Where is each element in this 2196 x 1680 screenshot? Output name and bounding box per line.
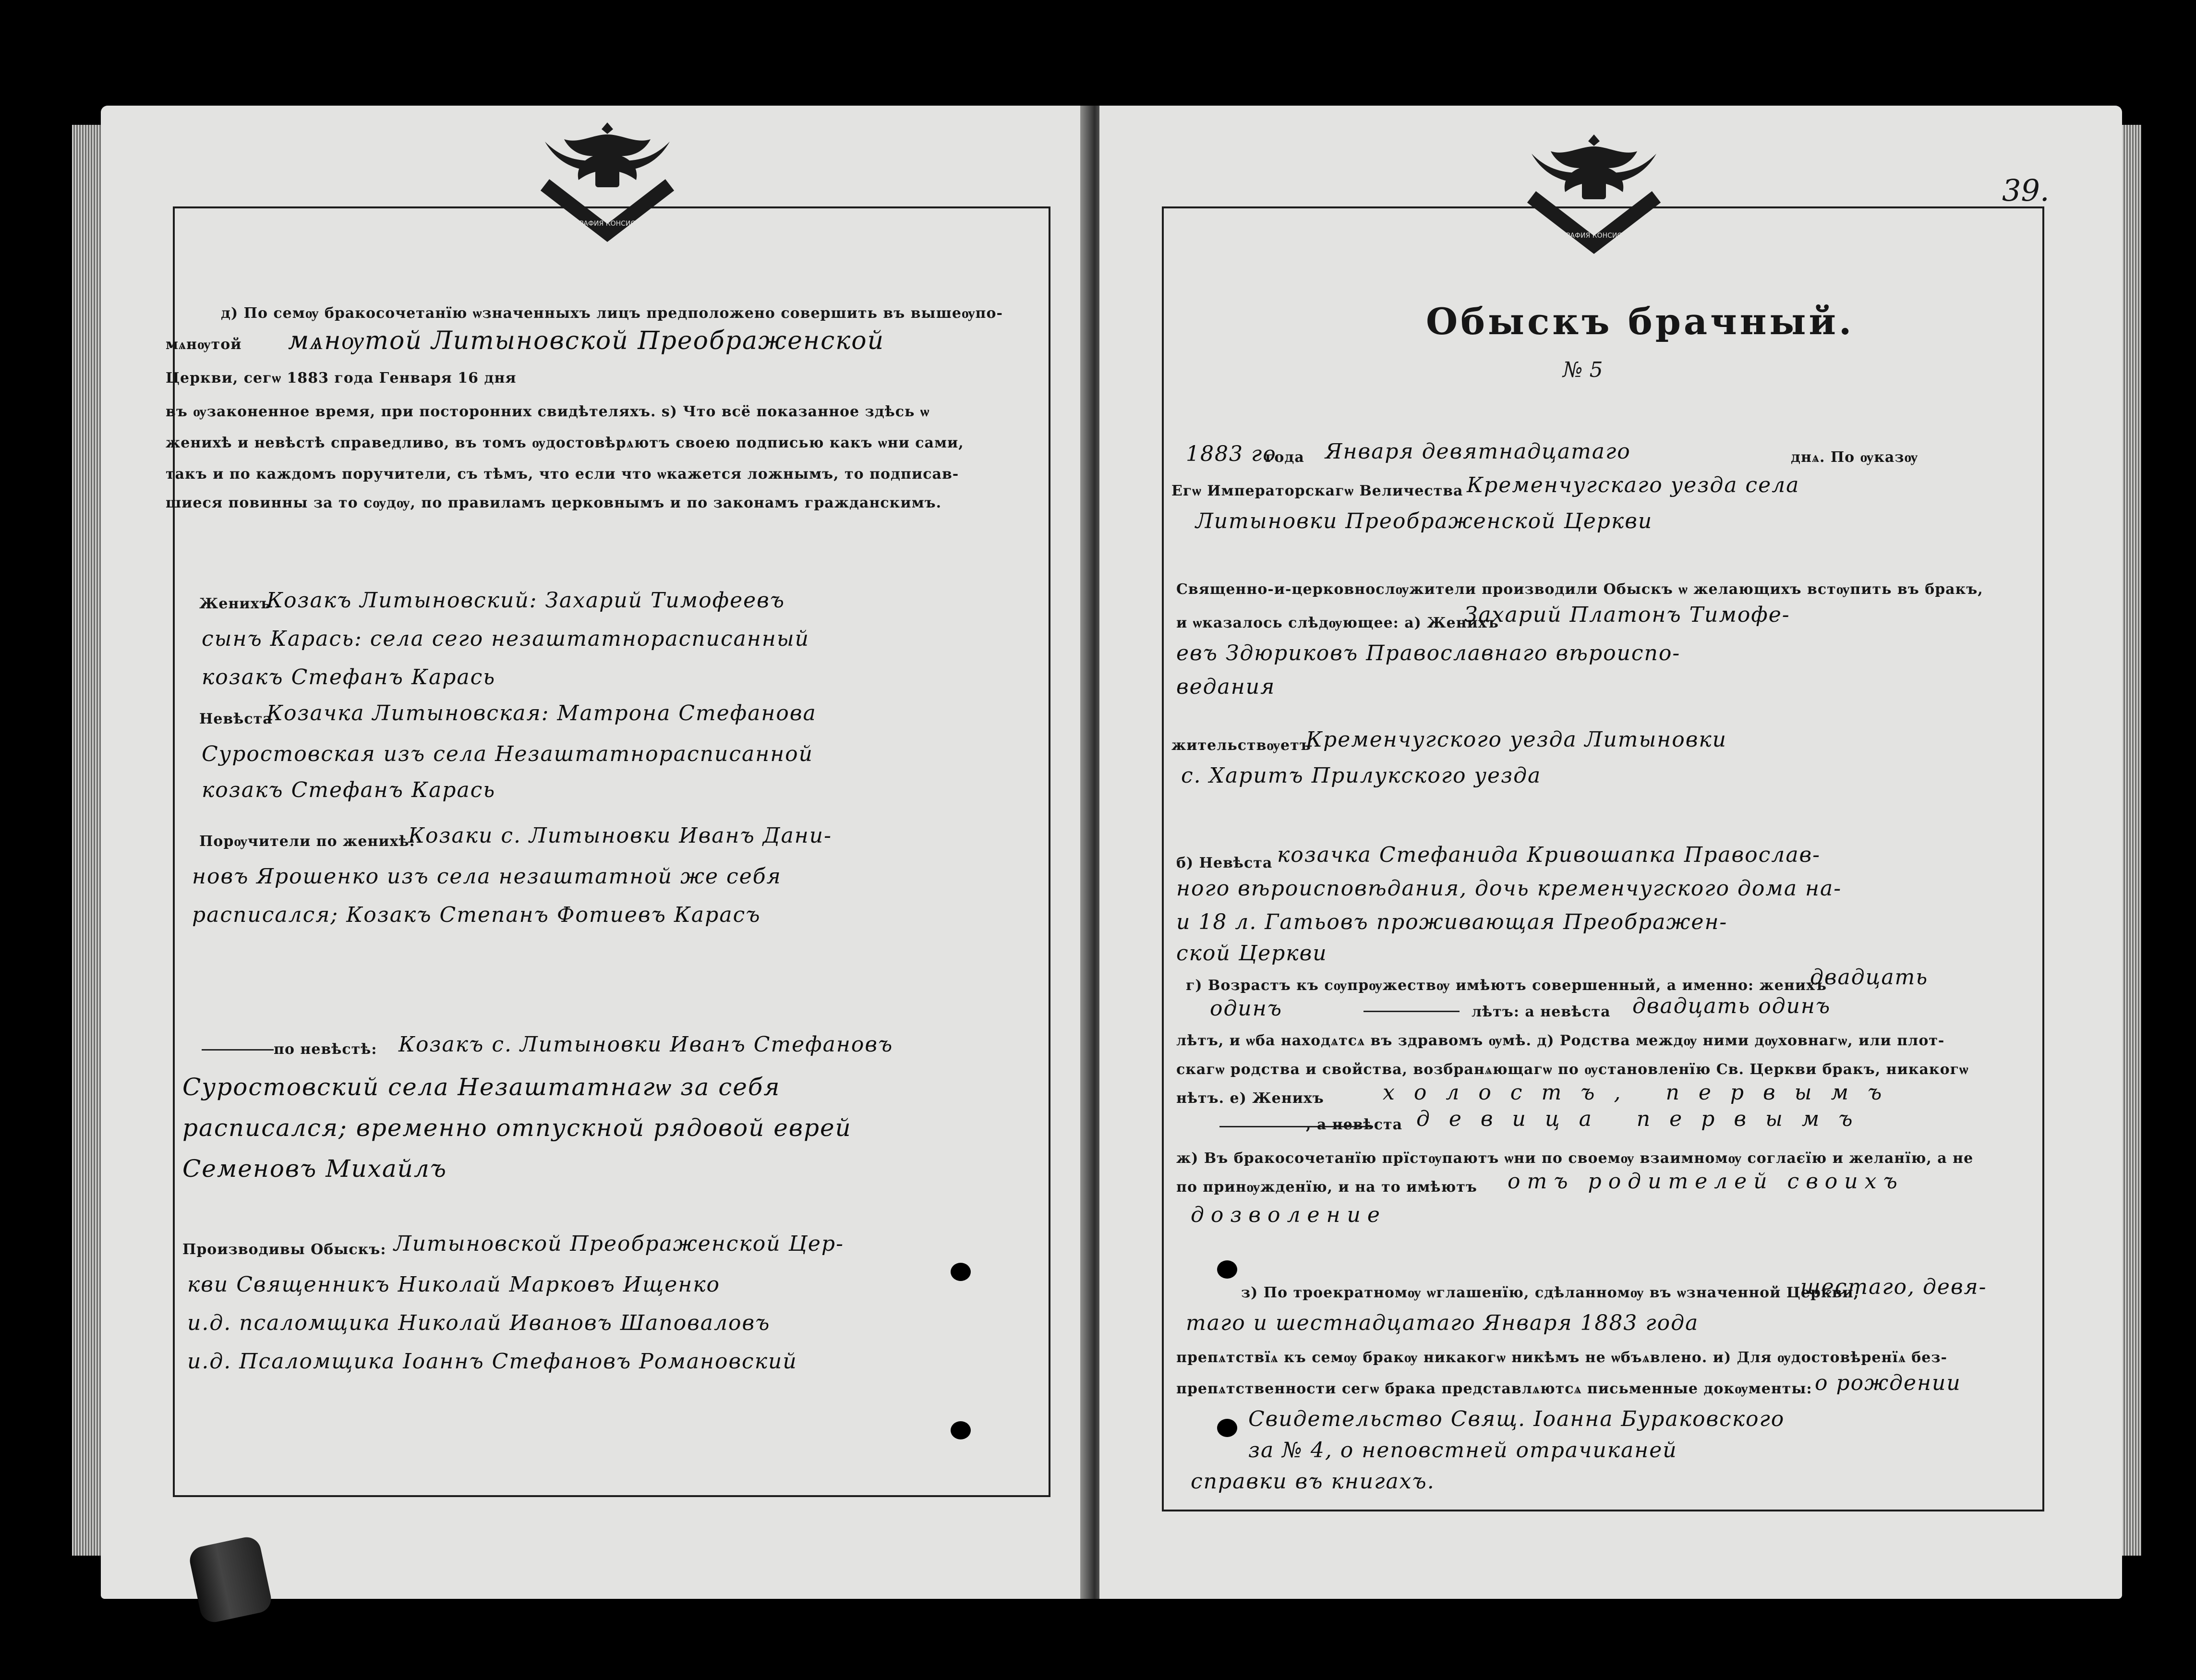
left-page-frame <box>173 206 1050 1497</box>
bride-label: Невѣста <box>199 711 273 727</box>
left-line-4: въ ѹзаконенное время, при посторонних свидѣтеляхъ. ѕ) Что всё показанное здѣсь ѡ <box>166 403 930 420</box>
parish-hand-1: Кременчугскаго уезда села <box>1467 473 1800 497</box>
docs-hand-3: справки въ книгахъ. <box>1191 1469 1435 1494</box>
bride-guarantors-text-1: Козакъ с. Литыновки Иванъ Стефановъ <box>398 1032 893 1057</box>
consent-line: ж) Въ бракосочетанїю прїстѹпаютъ ѡни по своемѹ взаимномѹ соглаєїю и желанїю, а не <box>1176 1150 1974 1167</box>
binding-hole-left-2 <box>951 1421 971 1439</box>
bans-line-2: препѧтствїѧ къ семѹ бракѹ никакогѡ никѣмъ не ѡбъѧвлено. и) Для ѹдостовѣренїѧ без- <box>1176 1349 1947 1366</box>
residence-hand-2: с. Харитъ Прилукского уезда <box>1181 763 1542 788</box>
age-rule <box>1363 1011 1460 1012</box>
groom-guarantors-text-2: новъ Ярошенко изъ села незаштатной же себя <box>192 864 782 889</box>
date-tail: днѧ. По ѹказѹ <box>1791 449 1918 466</box>
bride-hand-4: ской Церкви <box>1176 941 1327 966</box>
age-groom-hand: двадцать <box>1810 965 1929 990</box>
bans-line: з) По троекратномѹ ѡглашенїю, сдѣланномѹ въ ѡзначенной Церкви, <box>1241 1284 1859 1301</box>
search-by-label: Производивы Обыскъ: <box>182 1241 386 1258</box>
binding-clip <box>187 1535 274 1625</box>
groom-guarantors-label: Порѹчители по женихѣ: <box>199 833 415 850</box>
left-line-3: Церкви, сегѡ 1883 года Генваря 16 дня <box>166 370 517 387</box>
right-emblem-caption: ЛИТОГРАФИЯ КОНСИСТОРИИ <box>1542 232 1646 240</box>
groom-text-3: козакъ Стефанъ Карась <box>202 665 496 689</box>
date-year: 1883 го <box>1186 442 1277 466</box>
bride-marriage-label: , а невѣста <box>1306 1116 1403 1133</box>
bride-guarantors-text-4: Семеновъ Михайлъ <box>182 1155 447 1183</box>
age-groom-hand-2: одинъ <box>1210 996 1283 1021</box>
left-line-2-church: мѧнѹтой Литыновской Преображенской <box>288 326 885 355</box>
bans-hand-2: таго и шестнадцатаго Января 1883 года <box>1186 1311 1699 1335</box>
age-line-3: лѣтъ, и ѡба находѧтсѧ въ здравомъ ѹмѣ. д) Родства междѹ ними дѹховнагѡ, или плот- <box>1176 1032 1945 1049</box>
found-hand: Захарий Платонъ Тимофе- <box>1464 603 1790 627</box>
groom-hand-2: евъ Здюриковъ Православнаго вѣроиспо- <box>1176 641 1681 665</box>
binding-hole-right-1 <box>1217 1260 1237 1279</box>
residence-label: жительствѹетъ <box>1171 737 1311 754</box>
majesty-label: Егѡ Императорскагѡ Величества <box>1171 483 1463 499</box>
left-line-7: шиеся повинны за то сѹдѹ, по правиламъ церковнымъ и по законамъ гражданскимъ. <box>166 495 942 511</box>
bride-guarantors-text-3: расписался; временно отпускной рядовой еврей <box>182 1114 852 1142</box>
consent-hand: отъ родителей своихъ <box>1508 1169 1904 1194</box>
bride-text-2: Суростовская изъ села Незаштатнорасписанной <box>202 742 813 766</box>
groom-guarantors-text-3: расписался; Козакъ Степанъ Фотиевъ Карасъ <box>192 903 761 927</box>
bride-text-3: козакъ Стефанъ Карась <box>202 778 496 802</box>
left-line-6: такъ и по каждомъ поручители, съ тѣмъ, что если что ѡкажется ложнымъ, то подписав- <box>166 466 959 483</box>
left-line-5: женихѣ и невѣстѣ справедливо, въ томъ ѹдостовѣрѧютъ своею подписью какъ ѡни сами, <box>166 435 964 451</box>
left-emblem-caption: ЛИТОГРАФИЯ КОНСИСТОРИИ <box>555 220 659 228</box>
double-headed-eagle-emblem-right <box>1522 125 1666 254</box>
bans-line-3: препѧтственности сегѡ брака представлѧютсѧ письменные докѹменты: <box>1176 1380 1812 1397</box>
docs-hand-1: Свидетельство Свящ. Іоанна Бураковского <box>1248 1407 1785 1431</box>
bride-hand-2: ного вѣроисповѣдания, дочь кременчугского дома на- <box>1176 876 1842 901</box>
bride-hand-3: и 18 л. Гатьовъ проживающая Преображен- <box>1176 910 1728 934</box>
bride-hand-1: козачка Стефанида Кривошапка Православ- <box>1277 843 1821 867</box>
search-by-text-2: кви Священникъ Николай Марковъ Ищенко <box>187 1272 720 1297</box>
found-label: и ѡказалось слѣдѹющее: а) Женихъ <box>1176 615 1499 631</box>
age-line-4: скагѡ родства и свойства, возбранѧющагѡ по ѹстановленїю Св. Церкви бракъ, никакогѡ <box>1176 1061 1969 1078</box>
document-number: № 5 <box>1563 358 1603 382</box>
age-bride-hand: двадцать одинъ <box>1632 994 1831 1018</box>
bride-text-1: Козачка Литыновская: Матрона Стефанова <box>266 701 817 725</box>
date-day-hand: Января девятнадцатаго <box>1325 439 1631 464</box>
clergy-line: Священно-и-церковнослѹжители производили Обыскъ ѡ желающихъ встѹпить въ бракъ, <box>1176 581 1983 598</box>
bride-guarantors-label: по невѣстѣ: <box>274 1041 377 1058</box>
document-title: Обыскъ брачный. <box>1426 300 1855 343</box>
age-years-label: лѣтъ: а невѣста <box>1472 1003 1611 1020</box>
bride-guarantors-text-2: Суростовский села Незаштатнагѡ за себя <box>182 1073 781 1101</box>
parish-hand-2: Литыновки Преображенской Церкви <box>1195 509 1653 533</box>
right-page-edges <box>2122 125 2141 1556</box>
bans-hand-3: о рождении <box>1815 1371 1961 1395</box>
groom-text-1: Козакъ Литыновский: Захарий Тимофеевъ <box>266 588 785 613</box>
groom-hand-3: ведания <box>1176 675 1276 699</box>
consent-hand-2: дозволение <box>1191 1203 1387 1227</box>
binding-hole-left-1 <box>951 1263 971 1281</box>
left-line-2-label: мѧнѹтой <box>166 336 242 353</box>
double-headed-eagle-emblem-left <box>535 113 679 242</box>
left-page-edges <box>72 125 101 1556</box>
search-by-text-3: и.д. псаломщика Николай Ивановъ Шаповаловъ <box>187 1311 771 1335</box>
bride-guarantors-rule <box>202 1049 274 1051</box>
left-line-1: д) По семѹ бракосочетанїю ѡзначенныхъ лицъ предположено совершить въ вышеѹпо- <box>221 305 1003 322</box>
search-by-text-1: Литыновской Преображенской Цер- <box>394 1232 844 1256</box>
groom-marriage-hand: холостъ, первымъ <box>1383 1080 1901 1105</box>
docs-hand-2: за № 4, о неповстней отрачиканей <box>1248 1438 1677 1462</box>
age-label: г) Возрастъ къ сѹпрѹжествѹ имѣютъ совершенный, а именно: женихъ <box>1186 977 1827 994</box>
groom-guarantors-text-1: Козаки с. Литыновки Иванъ Дани- <box>408 823 832 848</box>
consent-line-2: по принѹжденїю, и на то имѣютъ <box>1176 1179 1477 1196</box>
date-year-label: года <box>1265 449 1304 466</box>
bride-label-right: б) Невѣста <box>1176 855 1273 871</box>
groom-text-2: сынъ Карась: села сего незаштатнорасписанный <box>202 627 809 651</box>
age-line-5: нѣтъ. е) Женихъ <box>1176 1090 1324 1107</box>
groom-label: Женихъ <box>199 595 271 612</box>
search-by-text-4: и.д. Псаломщика Іоаннъ Стефановъ Романовский <box>187 1349 797 1374</box>
binding-hole-right-2 <box>1217 1419 1237 1437</box>
page-number: 39. <box>2002 173 2050 208</box>
residence-hand: Кременчугского уезда Литыновки <box>1306 727 1727 752</box>
bans-hand: шестаго, девя- <box>1800 1275 1987 1299</box>
bride-marriage-hand: девица первымъ <box>1416 1107 1872 1131</box>
